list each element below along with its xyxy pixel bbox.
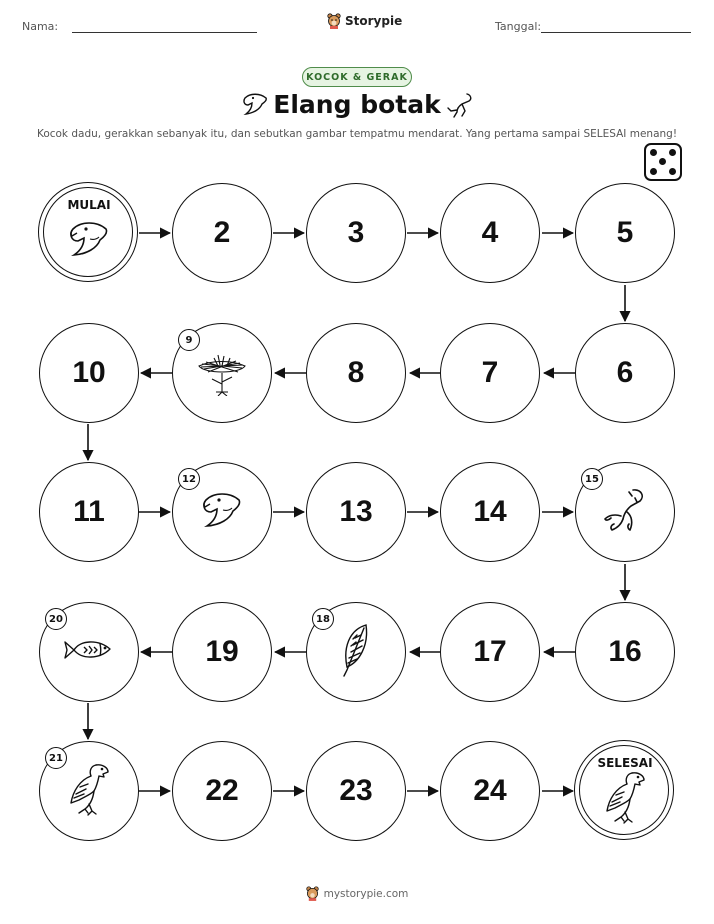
space-number: 23 [339, 774, 373, 807]
number-space [440, 323, 540, 423]
picture-space [575, 462, 675, 562]
start-label: MULAI [67, 198, 111, 212]
space-number: 11 [73, 495, 105, 528]
feather-icon [339, 622, 373, 682]
number-space [440, 462, 540, 562]
page-title: Elang botak [273, 90, 441, 119]
eagle-head-icon [199, 491, 245, 533]
number-space [39, 323, 139, 423]
picture-space [39, 741, 139, 841]
name-label: Nama: [22, 20, 59, 33]
activity-tag: KOCOK & GERAK [302, 67, 412, 87]
date-label: Tanggal: [495, 20, 542, 33]
number-space [306, 741, 406, 841]
number-space [440, 741, 540, 841]
space-number: 8 [347, 356, 365, 389]
bear-icon [306, 886, 319, 901]
picture-space [172, 323, 272, 423]
space-number: 3 [347, 216, 365, 249]
space-number-badge: 15 [581, 468, 603, 490]
space-number: 14 [473, 495, 507, 528]
number-space [306, 462, 406, 562]
number-space [39, 462, 139, 562]
space-number: 2 [213, 216, 231, 249]
start-space [39, 183, 139, 283]
footer [0, 886, 714, 901]
finish-label: SELESAI [597, 756, 653, 770]
picture-space [39, 602, 139, 702]
number-space [440, 602, 540, 702]
space-number-badge: 21 [45, 747, 67, 769]
space-number: 17 [473, 635, 507, 668]
number-space [440, 183, 540, 283]
space-number: 7 [481, 356, 499, 389]
space-number: 24 [473, 774, 507, 807]
space-number: 4 [481, 216, 499, 249]
number-space [575, 602, 675, 702]
eagle-icon [602, 769, 648, 829]
footer-url: mystorypie.com [323, 887, 409, 900]
space-number: 6 [616, 356, 634, 389]
picture-space [172, 462, 272, 562]
finish-space [575, 741, 675, 841]
eagle-icon [66, 761, 112, 821]
number-space [172, 602, 272, 702]
number-space [306, 323, 406, 423]
space-number-badge: 20 [45, 608, 67, 630]
talon-icon [599, 484, 651, 540]
space-number: 22 [205, 774, 239, 807]
number-space [575, 183, 675, 283]
space-number: 13 [339, 495, 373, 528]
space-number: 16 [608, 635, 642, 668]
space-number: 19 [205, 635, 239, 668]
brand-name: Storypie [345, 14, 403, 28]
number-space [306, 183, 406, 283]
number-space [575, 323, 675, 423]
space-number-badge: 12 [178, 468, 200, 490]
fish-icon [62, 636, 116, 668]
space-number: 5 [616, 216, 634, 249]
space-number-badge: 9 [178, 329, 200, 351]
instructions-text: Kocok dadu, gerakkan sebanyak itu, dan sebutkan gambar tempatmu mendarat. Yang pertama sampai SELESAI menang! [36, 128, 678, 140]
space-number: 10 [72, 356, 106, 389]
nest-icon [194, 346, 250, 400]
number-space [172, 183, 272, 283]
space-number-badge: 18 [312, 608, 334, 630]
picture-space [306, 602, 406, 702]
number-space [172, 741, 272, 841]
eagle-head-icon [66, 220, 112, 262]
